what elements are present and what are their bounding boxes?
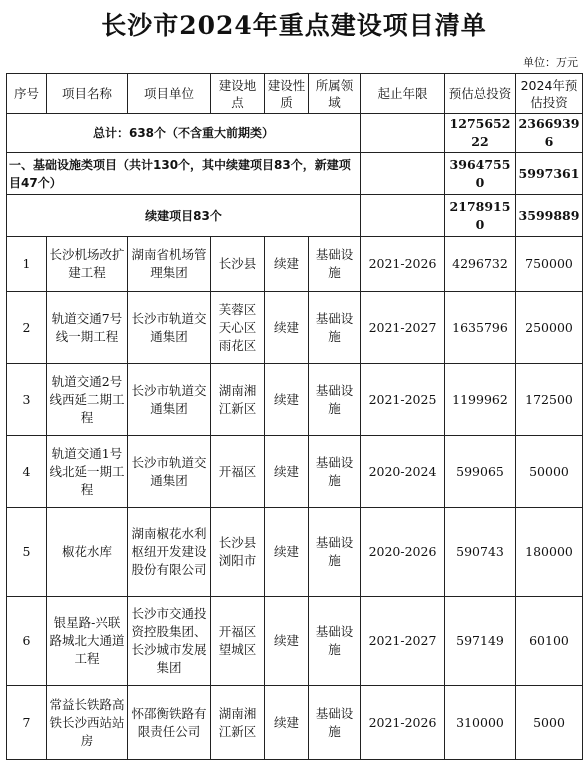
row-2024: 250000 bbox=[516, 292, 583, 364]
row-total: 1635796 bbox=[445, 292, 516, 364]
table-row bbox=[7, 436, 583, 508]
header-no: 序号 bbox=[7, 74, 47, 114]
row-no: 2 bbox=[7, 292, 47, 364]
row-field: 基础设施 bbox=[309, 292, 361, 364]
header-years: 起止年限 bbox=[361, 74, 445, 114]
row-name: 轨道交通7号线一期工程 bbox=[47, 292, 128, 364]
project-table bbox=[6, 73, 583, 760]
table-row bbox=[7, 364, 583, 436]
row-location: 开福区 bbox=[211, 436, 265, 508]
row-nature: 续建 bbox=[265, 508, 309, 597]
row-years: 2021-2025 bbox=[361, 364, 445, 436]
header-nature: 建设性质 bbox=[265, 74, 309, 114]
continuing-empty bbox=[361, 195, 445, 237]
row-unit: 长沙市轨道交通集团 bbox=[128, 292, 211, 364]
row-2024: 172500 bbox=[516, 364, 583, 436]
row-2024: 60100 bbox=[516, 597, 583, 686]
row-no: 6 bbox=[7, 597, 47, 686]
row-unit: 湖南省机场管理集团 bbox=[128, 237, 211, 292]
row-location: 长沙县 bbox=[211, 237, 265, 292]
row-nature: 续建 bbox=[265, 292, 309, 364]
row-name: 常益长铁路高铁长沙西站站房 bbox=[47, 686, 128, 760]
row-years: 2021-2027 bbox=[361, 292, 445, 364]
row-nature: 续建 bbox=[265, 364, 309, 436]
row-unit: 长沙市轨道交通集团 bbox=[128, 436, 211, 508]
row-2024: 180000 bbox=[516, 508, 583, 597]
header-row bbox=[7, 74, 583, 114]
continuing-row bbox=[7, 195, 583, 237]
row-total: 310000 bbox=[445, 686, 516, 760]
row-location: 湖南湘江新区 bbox=[211, 364, 265, 436]
row-unit: 长沙市交通投资控股集团、长沙城市发展集团 bbox=[128, 597, 211, 686]
table-row bbox=[7, 508, 583, 597]
row-years: 2020-2024 bbox=[361, 436, 445, 508]
row-total: 590743 bbox=[445, 508, 516, 597]
total-row bbox=[7, 114, 583, 153]
row-total: 4296732 bbox=[445, 237, 516, 292]
row-years: 2021-2026 bbox=[361, 237, 445, 292]
row-2024: 50000 bbox=[516, 436, 583, 508]
row-name: 银星路-兴联路城北大通道工程 bbox=[47, 597, 128, 686]
table-row bbox=[7, 292, 583, 364]
row-nature: 续建 bbox=[265, 597, 309, 686]
total-empty bbox=[361, 114, 445, 153]
row-no: 7 bbox=[7, 686, 47, 760]
header-unit: 项目单位 bbox=[128, 74, 211, 114]
row-name: 轨道交通2号线西延二期工程 bbox=[47, 364, 128, 436]
row-years: 2021-2027 bbox=[361, 597, 445, 686]
row-field: 基础设施 bbox=[309, 508, 361, 597]
category-row bbox=[7, 153, 583, 195]
row-unit: 长沙市轨道交通集团 bbox=[128, 364, 211, 436]
header-name: 项目名称 bbox=[47, 74, 128, 114]
row-years: 2020-2026 bbox=[361, 508, 445, 597]
row-total: 597149 bbox=[445, 597, 516, 686]
row-years: 2021-2026 bbox=[361, 686, 445, 760]
row-field: 基础设施 bbox=[309, 597, 361, 686]
total-investment: 127565222 bbox=[445, 114, 516, 153]
row-field: 基础设施 bbox=[309, 436, 361, 508]
header-field: 所属领域 bbox=[309, 74, 361, 114]
table-row bbox=[7, 597, 583, 686]
row-nature: 续建 bbox=[265, 686, 309, 760]
row-location: 芙蓉区天心区雨花区 bbox=[211, 292, 265, 364]
header-2024: 2024年预估投资 bbox=[516, 74, 583, 114]
row-unit: 怀邵衡铁路有限责任公司 bbox=[128, 686, 211, 760]
row-total: 599065 bbox=[445, 436, 516, 508]
row-2024: 750000 bbox=[516, 237, 583, 292]
continuing-2024: 3599889 bbox=[516, 195, 583, 237]
row-location: 长沙县浏阳市 bbox=[211, 508, 265, 597]
row-nature: 续建 bbox=[265, 237, 309, 292]
continuing-investment: 21789150 bbox=[445, 195, 516, 237]
header-location: 建设地点 bbox=[211, 74, 265, 114]
category-investment: 39647550 bbox=[445, 153, 516, 195]
continuing-label: 续建项目83个 bbox=[7, 195, 361, 237]
row-name: 长沙机场改扩建工程 bbox=[47, 237, 128, 292]
row-no: 1 bbox=[7, 237, 47, 292]
row-name: 轨道交通1号线北延一期工程 bbox=[47, 436, 128, 508]
category-2024: 5997361 bbox=[516, 153, 583, 195]
total-label: 总计：638个（不含重大前期类） bbox=[7, 114, 361, 153]
header-total: 预估总投资 bbox=[445, 74, 516, 114]
row-nature: 续建 bbox=[265, 436, 309, 508]
table-row bbox=[7, 237, 583, 292]
table-row bbox=[7, 686, 583, 760]
row-total: 1199962 bbox=[445, 364, 516, 436]
row-field: 基础设施 bbox=[309, 364, 361, 436]
row-unit: 湖南椒花水利枢纽开发建设股份有限公司 bbox=[128, 508, 211, 597]
unit-label: 单位：万元 bbox=[523, 56, 578, 69]
category-empty bbox=[361, 153, 445, 195]
row-no: 3 bbox=[7, 364, 47, 436]
category-label: 一、基础设施类项目（共计130个，其中续建项目83个，新建项目47个） bbox=[7, 153, 361, 195]
row-name: 椒花水库 bbox=[47, 508, 128, 597]
row-location: 开福区望城区 bbox=[211, 597, 265, 686]
page-title: 长沙市2024年重点建设项目清单 bbox=[101, 11, 487, 40]
row-no: 5 bbox=[7, 508, 47, 597]
row-field: 基础设施 bbox=[309, 686, 361, 760]
row-field: 基础设施 bbox=[309, 237, 361, 292]
row-no: 4 bbox=[7, 436, 47, 508]
row-location: 湖南湘江新区 bbox=[211, 686, 265, 760]
total-2024: 23669396 bbox=[516, 114, 583, 153]
row-2024: 5000 bbox=[516, 686, 583, 760]
